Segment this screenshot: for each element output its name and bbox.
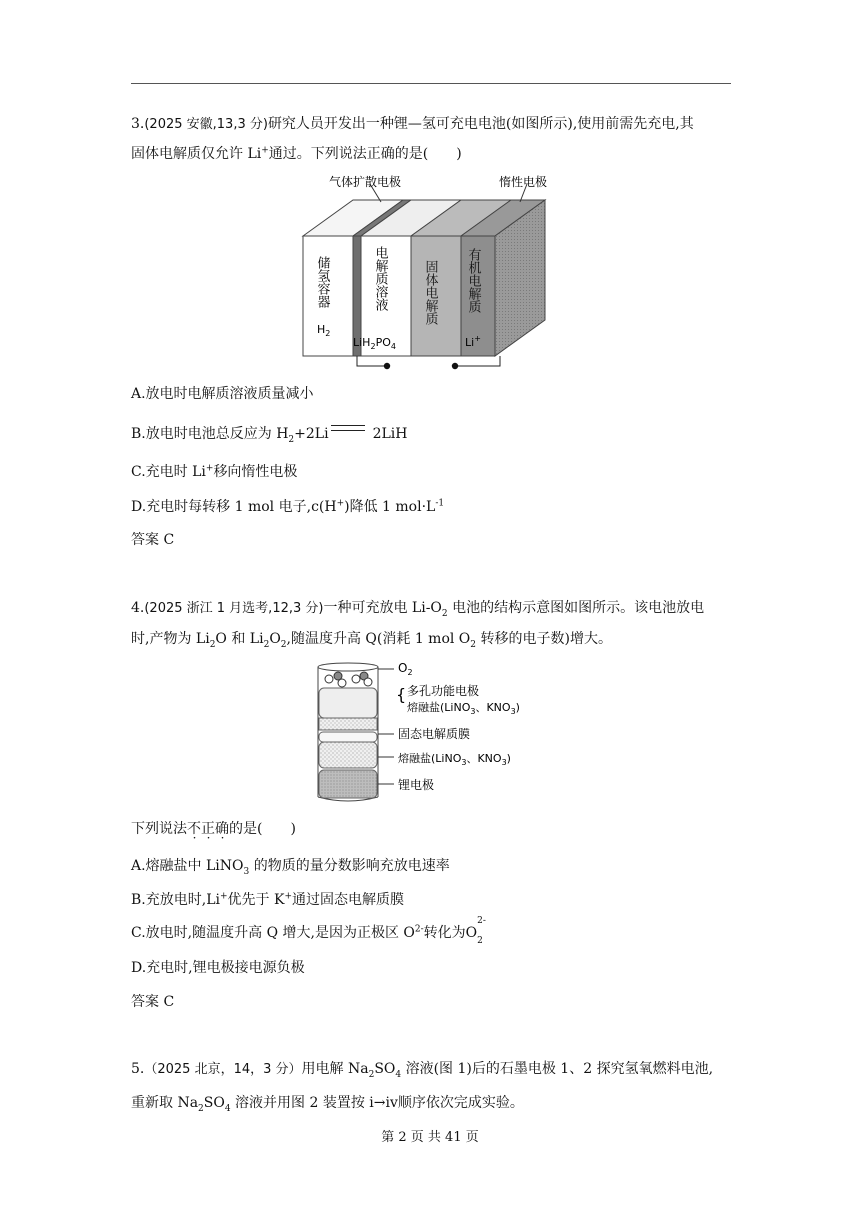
q4-option-d: D.充电时,锂电极接电源负极: [131, 960, 305, 976]
equals-sign-icon: [331, 425, 365, 431]
label-molten-salt-lower: 熔融盐(LiNO$_3$、$KNO_3$): [398, 752, 511, 767]
q3-stem-line1: 3.(2025 安徽,13,3 分)研究人员开发出一种锂—氢可充电电池(如图所示),使用前需先充电,其: [131, 116, 694, 132]
box-organic-electrolyte: 有机电解质: [465, 248, 481, 313]
q4-ask: 下列说法不正确的是( ): [131, 821, 296, 837]
brace-icon: {: [396, 685, 407, 704]
q5-stem-line2: 重新取 $Na_2SO_4$ 溶液并用图 2 装置按 ⅰ→ⅳ顺序依次完成实验。: [131, 1095, 524, 1114]
formula-h2: $H_2$: [317, 323, 331, 338]
q4-stem-line1: 4.(2025 浙江 1 月选考,12,3 分)一种可充放电 $Li-O_2$ 电池的结构示意图如图所示。该电池放电: [131, 600, 705, 619]
q4-option-a: A.熔融盐中 LiNO$_3$ 的物质的量分数影响充放电速率: [131, 858, 450, 877]
label-molten-salt-upper: 熔融盐(LiNO$_3$、$KNO_3$): [407, 701, 520, 716]
q3-option-c: C.充电时 Li+移向惰性电极: [131, 463, 298, 480]
q4-stem-line2: 时,产物为 $Li_2O$ 和 $Li_2O_2$,随温度升高 Q(消耗 1 mol $O_2$ 转移的电子数)增大。: [131, 631, 612, 650]
label-lithium-electrode: 锂电极: [398, 778, 435, 792]
q3-battery-figure: [295, 170, 555, 370]
formula-li-plus: Li+: [465, 334, 481, 349]
q3-stem-line2: 固体电解质仅允许 Li+通过。下列说法正确的是( ): [131, 145, 462, 162]
label-o2: $O_2$: [398, 661, 413, 677]
formula-lih2po4: $LiH_2PO_4$: [353, 336, 396, 351]
q5-stem-line1: 5.（2025 北京，14，3 分）用电解 $Na_2SO_4$ 溶液(图 1)后的石墨电极 1、2 探究氢氧燃料电池,: [131, 1061, 714, 1080]
q4-answer: 答案 C: [131, 994, 175, 1010]
box-hydrogen-storage: 储氢容器: [314, 256, 330, 308]
q4-option-b: B.充放电时,Li+优先于 K+通过固态电解质膜: [131, 891, 404, 908]
q3-answer: 答案 C: [131, 532, 175, 548]
q4-li-o2-battery-figure: [312, 660, 552, 810]
label-porous-electrode: 多孔功能电极: [407, 684, 480, 698]
q3-option-b: B.放电时电池总反应为 $H_2+2Li$ 2LiH: [131, 426, 408, 445]
box-solid-electrolyte: 固体电解质: [422, 260, 438, 325]
header-rule: [131, 83, 731, 84]
label-solid-membrane: 固态电解质膜: [398, 727, 471, 741]
q3-option-d: D.充电时每转移 1 mol 电子,c(H+)降低 1 $mol\cdot L^{-1}$: [131, 498, 445, 515]
q4-option-c: C.放电时,随温度升高 Q 增大,是因为正极区 $O^{2-}$转化为O 2- 2: [131, 916, 486, 946]
q3-option-a: A.放电时电解质溶液质量减小: [131, 386, 314, 402]
label-inert-electrode: 惰性电极: [499, 175, 548, 189]
box-electrolyte-solution: 电解质溶液: [372, 246, 388, 311]
page-footer: 第 2 页 共 41 页: [381, 1130, 479, 1145]
label-gas-diffusion-electrode: 气体扩散电极: [329, 175, 402, 189]
